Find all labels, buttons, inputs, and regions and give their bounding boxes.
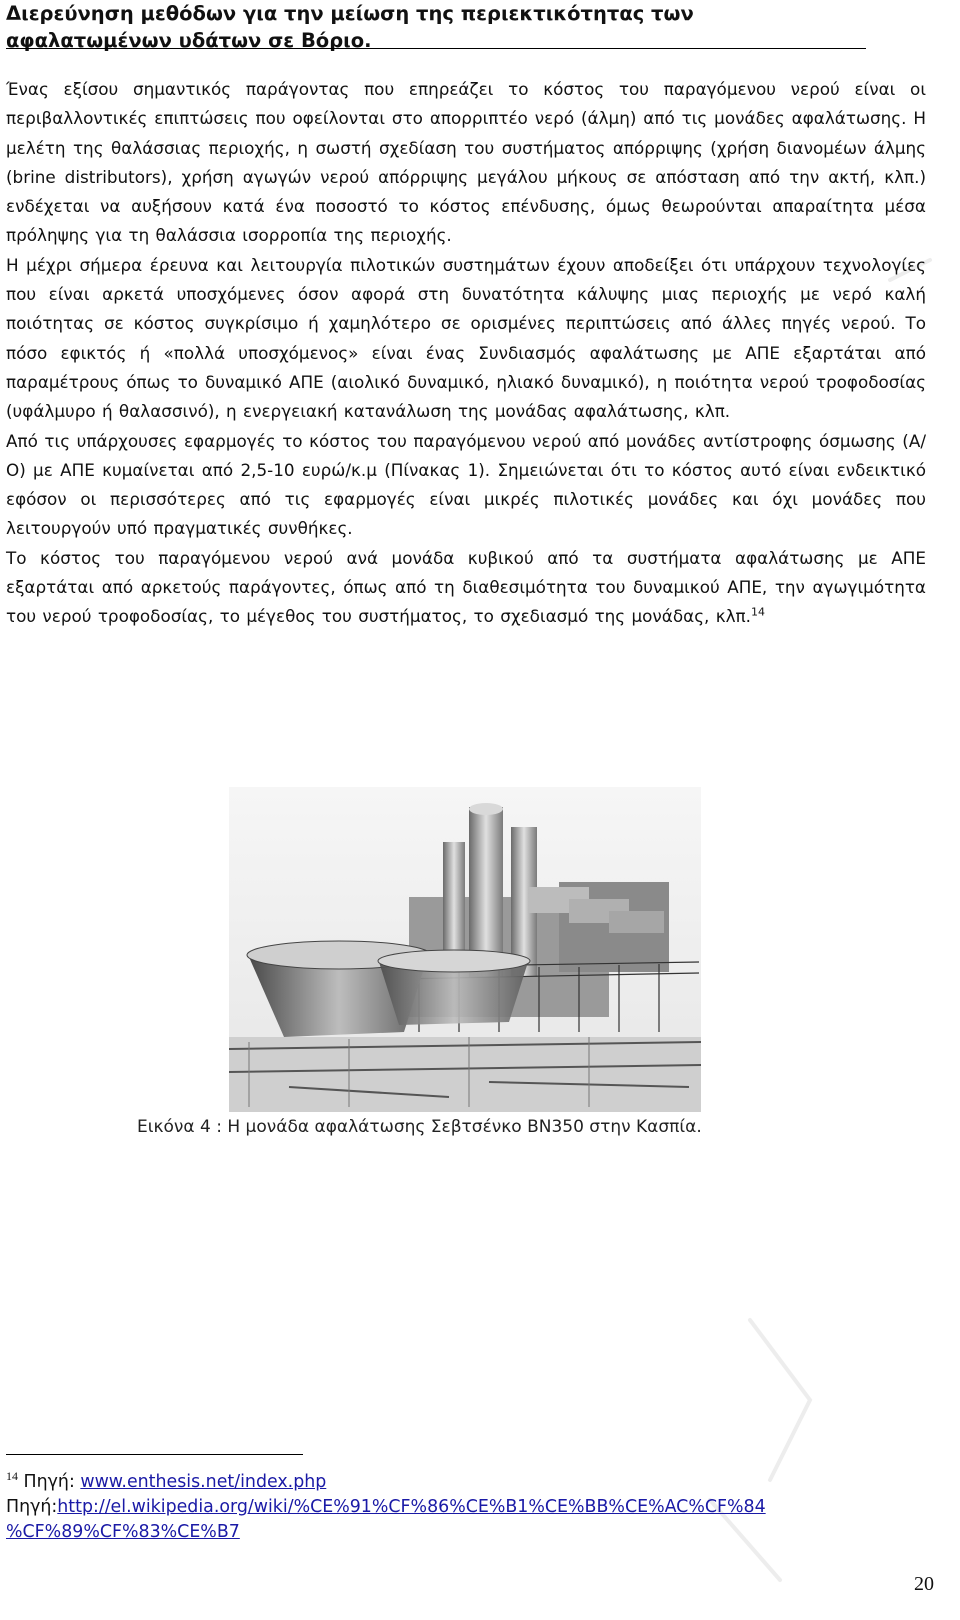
header-title: Διερεύνηση μεθόδων για την μείωση της περιεκτικότητας των αφαλατωμένων υδάτων σε Βόριο. (6, 2, 694, 52)
footnote-source-label-2: Πηγή: (6, 1496, 58, 1517)
footnote-14-line-3 (6, 1520, 936, 1545)
figure-caption: Εικόνα 4 : Η μονάδα αφαλάτωσης Σεβτσένκο BN350 στην Κασπία. (137, 1117, 702, 1137)
footnote-reference[interactable]: 14 (750, 605, 765, 619)
paragraph-1: Ένας εξίσου σημαντικός παράγοντας που επηρεάζει το κόστος του παραγόμενου νερού είναι οι περιβαλλοντικές επιπτώσεις που οφείλονται στο απορριπτέο νερό (άλμη) από τις μονάδες αφαλάτωσης. Η μελέτη της θαλάσσιας περιοχής, η σωστή σχεδίαση του συστήματος απόρριψης (χρήση διανομέων άλμης (brine distributors), χρήση αγωγών νερού απόρριψης μεγάλου μήκους σε απόσταση από την ακτή, κλπ.) ενδέχεται να αυξήσουν κατά ένα ποσοστό το κόστος επένδυσης, όμως θεωρούνται απαραίτητα μέσα πρόληψης για τη θαλάσσια ισορροπία της περιοχής. (6, 79, 926, 246)
paragraph-4-text: Το κόστος του παραγόμενου νερού ανά μονάδα κυβικού από τα συστήματα αφαλάτωσης με ΑΠΕ εξαρτάται από αρκετούς παράγοντες, όπως από τη διαθεσιμότητα του δυναμικού ΑΠΕ, την αγωγιμότητα του νερού τροφοδοσίας, το μέγεθος του συστήματος, το σχεδιασμό της μονάδας, κλπ. (6, 547, 926, 627)
paragraph-4 (6, 544, 926, 632)
footnote-14-line-2 (6, 1495, 936, 1520)
header-divider (6, 48, 866, 49)
footnote-divider (6, 1454, 303, 1455)
footnote-14-line-1 (6, 1464, 936, 1495)
footnote-number: 14 (6, 1469, 18, 1483)
desalination-plant-photo (229, 787, 701, 1112)
enthesis-link[interactable]: www.enthesis.net/index.php (80, 1471, 327, 1492)
paragraph-2: Η μέχρι σήμερα έρευνα και λειτουργία πιλοτικών συστημάτων έχουν αποδείξει ότι υπάρχουν τεχνολογίες που είναι αρκετά υποσχόμενες όσον αφορά στη δυνατότητα κάλυψης μιας περιοχής με νερό καλή ποιότητας σε κόστος συγκρίσιμο ή χαμηλότερο σε ορισμένες περιπτώσεις από άλλες πηγές νερού. Το πόσο εφικτός ή «πολλά υποσχόμενος» είναι ένας Συνδιασμός αφαλάτωσης με ΑΠΕ εξαρτάται από παραμέτρους όπως το δυναμικό ΑΠΕ (αιολικό δυναμικό, ηλιακό δυναμικό), η ποιότητα νερού τροφοδοσίας (υφάλμυρο ή θαλασσινό), η ενεργειακή κατανάλωση της μονάδας αφαλάτωσης, κλπ. (6, 254, 926, 422)
wikipedia-link[interactable]: http://el.wikipedia.org/wiki/%CE%91%CF%86%CE%B1%CE%BB%CE%AC%CF%84 (57, 1496, 766, 1517)
wikipedia-link-continued[interactable]: %CF%89%CF%83%CE%B7 (6, 1521, 240, 1542)
page-number: 20 (914, 1573, 934, 1595)
page-header (6, 0, 866, 54)
body-text (6, 75, 926, 632)
paragraph-3: Από τις υπάρχουσες εφαρμογές το κόστος του παραγόμενου νερού από μονάδες αντίστροφης όσμωσης (Α/Ο) με ΑΠΕ κυμαίνεται από 2,5-10 ευρώ/κ.μ (Πίνακας 1). Σημειώνεται ότι το κόστος αυτό είναι ενδεικτικό εφόσον οι περισσότερες από τις εφαρμογές είναι μικρές πιλοτικές μονάδες και όχι μονάδες που λειτουργούν υπό πραγματικές συνθήκες. (6, 430, 926, 539)
footnotes (6, 1464, 936, 1545)
footnote-source-label: Πηγή: (23, 1471, 81, 1492)
